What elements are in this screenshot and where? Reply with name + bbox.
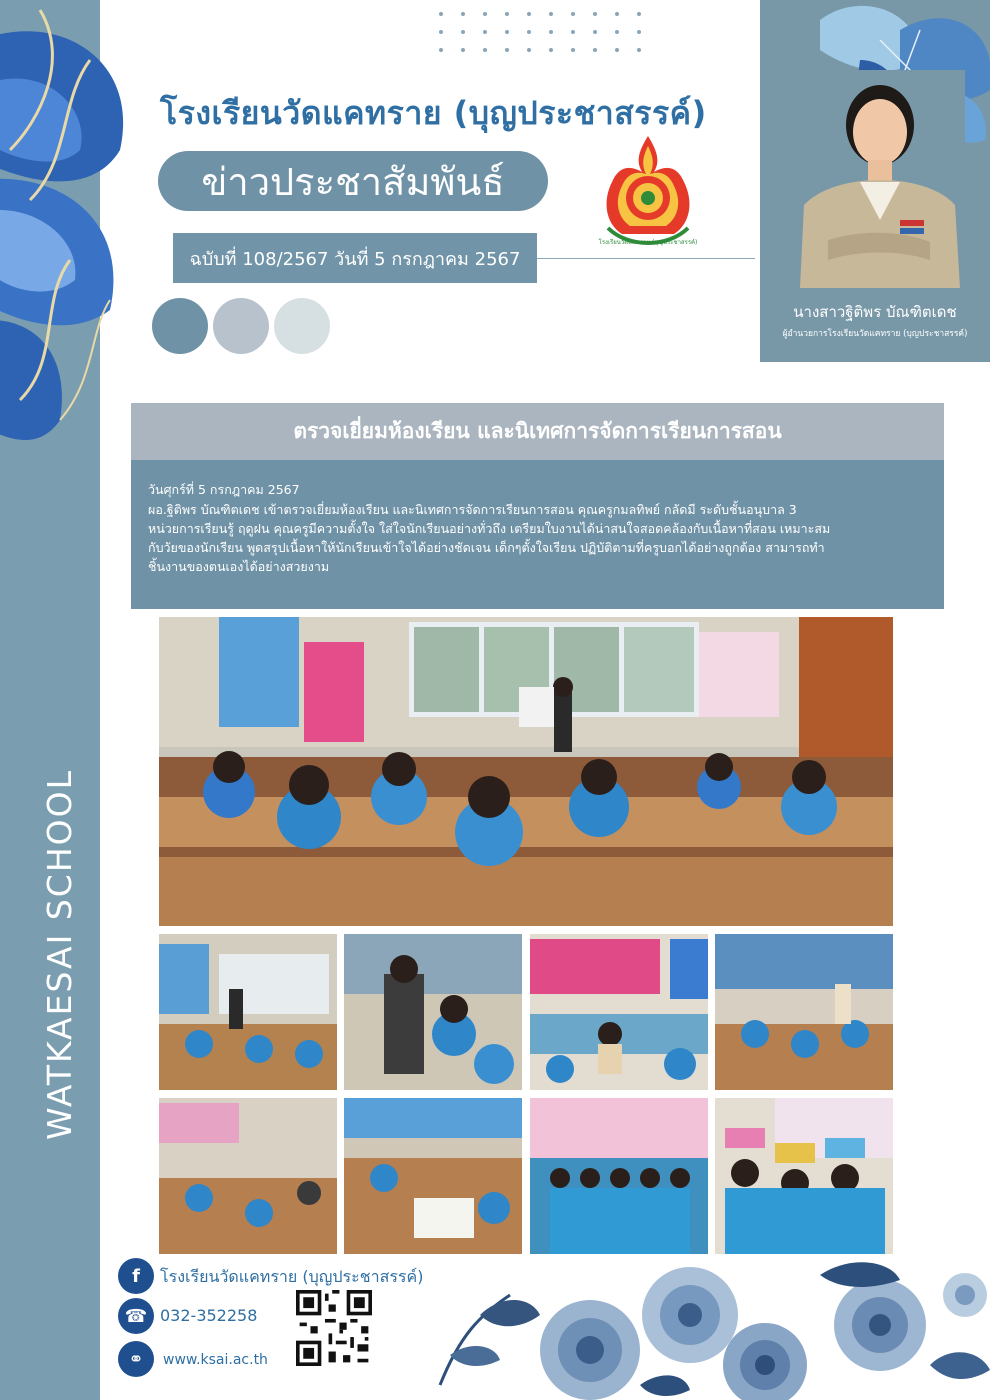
classroom-photo (344, 1098, 522, 1254)
decor-circle (274, 298, 330, 354)
director-photo (790, 70, 965, 288)
blue-rose-decoration (420, 1255, 990, 1400)
sidebar-vertical-text (40, 960, 80, 1140)
decor-circle (152, 298, 208, 354)
decor-dot (461, 48, 465, 52)
decor-dot (593, 48, 597, 52)
phone-number: 032-352258 (160, 1306, 258, 1325)
article-line: หน่วยการเรียนรู้ ฤดูฝน คุณครูมีความตั้งใจ ใส่ใจนักเรียนอย่างทั่วถึง เตรียมใบงานได้น่าสนใจสอดคล้องกับเนื้อหาที่สอน เหมาะสม (148, 521, 831, 536)
decor-dot (439, 30, 443, 34)
decor-dot (527, 12, 531, 16)
main-classroom-photo (159, 617, 893, 926)
decor-dot (637, 12, 641, 16)
classroom-photo (715, 1098, 893, 1254)
school-name: โรงเรียนวัดแคทราย (บุญประชาสรรค์) (160, 94, 707, 132)
decor-dot (593, 12, 597, 16)
decor-dot (461, 12, 465, 16)
section-title: ข่าวประชาสัมพันธ์ (158, 151, 548, 211)
decor-dot (505, 30, 509, 34)
decor-dot (483, 48, 487, 52)
decor-dot (527, 48, 531, 52)
decor-dot (571, 48, 575, 52)
decor-dot (615, 12, 619, 16)
classroom-photo (530, 934, 708, 1090)
decor-dot (439, 48, 443, 52)
dot-grid-decoration (436, 8, 646, 56)
decor-dot (527, 30, 531, 34)
facebook-icon[interactable]: f (118, 1258, 154, 1294)
classroom-photo (159, 1098, 337, 1254)
decor-dot (483, 30, 487, 34)
classroom-photo (159, 934, 337, 1090)
article-line: ผอ.ฐิติพร บัณฑิตเดช เข้าตรวจเยี่ยมห้องเรียน และนิเทศการจัดการเรียนการสอน คุณครูกมลทิพย์ กลัดมี ระดับชั้นอนุบาล 3 (148, 502, 797, 517)
school-emblem-logo (598, 132, 698, 248)
decor-dot (593, 30, 597, 34)
issue-number: ฉบับที่ 108/2567 วันที่ 5 กรกฎาคม 2567 (173, 233, 537, 283)
emblem-caption: โรงเรียนวัดแคทราย (บุญประชาสรรค์) (598, 239, 698, 246)
decor-dot (637, 30, 641, 34)
globe-icon: ⚭ (118, 1341, 154, 1377)
classroom-photo (530, 1098, 708, 1254)
decor-dot (615, 30, 619, 34)
facebook-link[interactable]: โรงเรียนวัดแคทราย (บุญประชาสรรค์) (160, 1267, 424, 1286)
decor-dot (505, 12, 509, 16)
decor-dot (505, 48, 509, 52)
decor-dot (571, 12, 575, 16)
classroom-photo (344, 934, 522, 1090)
decor-dot (615, 48, 619, 52)
website-link[interactable]: www.ksai.ac.th (163, 1352, 268, 1368)
article-line: ชิ้นงานของตนเองได้อย่างสวยงาม (148, 559, 330, 574)
classroom-photo (715, 934, 893, 1090)
decor-dot (439, 12, 443, 16)
director-role: ผู้อำนวยการโรงเรียนวัดแคทราย (บุญประชาสรรค์) (782, 329, 968, 339)
decor-dot (549, 12, 553, 16)
decor-dot (637, 48, 641, 52)
article-body (148, 500, 930, 576)
article-headline: ตรวจเยี่ยมห้องเรียน และนิเทศการจัดการเรียนการสอน (131, 403, 944, 460)
decor-dot (549, 30, 553, 34)
article-line: กับวัยของนักเรียน พูดสรุปเนื้อหาให้นักเรียนเข้าใจได้อย่างชัดเจน เด็กๆตั้งใจเรียน ปฏิบัติตามที่ครูบอกได้อย่างถูกต้อง สามารถทำ (148, 540, 825, 555)
director-name: นางสาวฐิติพร บัณฑิตเดช (793, 303, 957, 321)
decor-circle (213, 298, 269, 354)
divider (537, 258, 755, 259)
article-date: วันศุกร์ที่ 5 กรกฎาคม 2567 (148, 482, 300, 497)
decor-dot (571, 30, 575, 34)
decor-dot (549, 48, 553, 52)
blue-flower-decoration (0, 0, 135, 460)
decor-dot (461, 30, 465, 34)
decor-dot (483, 12, 487, 16)
phone-icon: ☎ (118, 1298, 154, 1334)
qr-code[interactable] (296, 1290, 372, 1366)
